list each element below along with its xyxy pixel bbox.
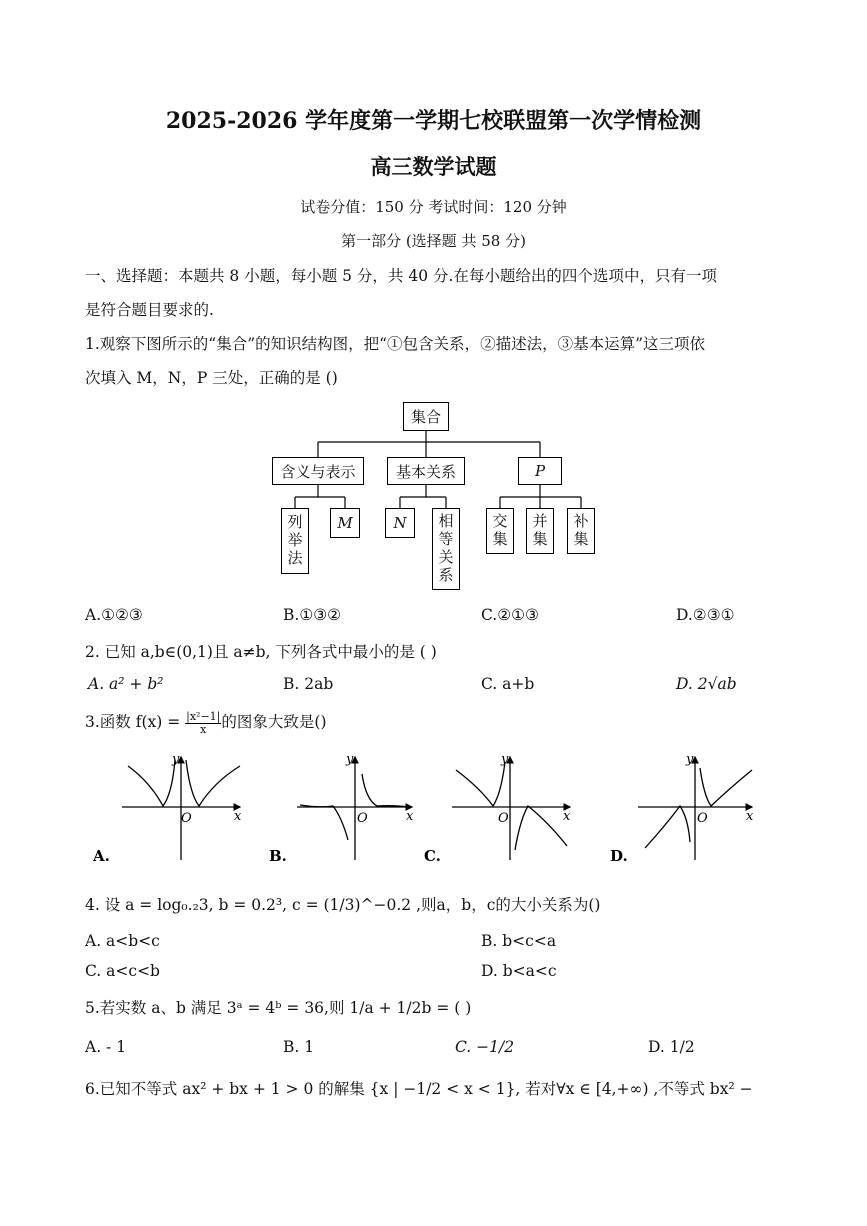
q5-option-a: A. - 1 [85, 1038, 127, 1056]
leaf-N: N [385, 508, 415, 538]
graph-a-label: A. [93, 847, 110, 865]
q4-option-d: D. b<a<c [481, 962, 557, 980]
graph-b-origin: O [357, 811, 368, 826]
graph-d-y-label: y [686, 752, 694, 767]
exam-info: 试卷分值：150 分 考试时间：120 分钟 [300, 198, 567, 216]
exam-subtitle: 高三数学试题 [370, 154, 497, 179]
node-P: P [518, 457, 562, 485]
q3-frac-num: |x²−1| [186, 709, 221, 723]
leaf-intersection: 交集 [486, 508, 514, 554]
node-meaning: 含义与表示 [272, 457, 364, 485]
q1-option-c: C.②①③ [481, 606, 539, 624]
q1-stem-line2: 次填入 M，N，P 三处，正确的是 () [85, 369, 338, 387]
q2-option-a: A. a² + b² [88, 675, 164, 693]
graph-b [297, 757, 412, 860]
q4-option-a: A. a<b<c [85, 932, 160, 950]
graph-a-y-label: y [172, 752, 180, 767]
graph-c-label: C. [424, 847, 441, 865]
leaf-complement: 补集 [567, 508, 595, 554]
q1-option-b: B.①③② [283, 606, 342, 624]
q4-option-b: B. b<c<a [481, 932, 557, 950]
q4-stem: 4. 设 a = log₀.₂3, b = 0.2³, c = (1/3)^−0.2 ,则a，b，c的大小关系为() [85, 896, 601, 914]
part-heading: 第一部分 (选择题 共 58 分) [341, 232, 526, 250]
graph-d [638, 757, 752, 860]
q2-stem: 2. 已知 a,b∈(0,1)且 a≠b, 下列各式中最小的是 ( ) [85, 643, 437, 661]
graph-c-y-label: y [501, 752, 509, 767]
node-root: 集合 [403, 402, 449, 431]
q3-stem-post: 的图象大致是() [221, 713, 327, 731]
q2-option-b: B. 2ab [283, 675, 334, 693]
graph-c [452, 757, 570, 860]
graph-d-label: D. [610, 847, 628, 865]
graph-b-label: B. [269, 847, 287, 865]
q4-option-c: C. a<c<b [85, 962, 160, 980]
graph-b-x-label: x [406, 809, 414, 824]
section-instructions-line1: 一、选择题：本题共 8 小题，每小题 5 分，共 40 分.在每小题给出的四个选项中，只有一项 [85, 267, 717, 285]
graph-a-origin: O [181, 811, 192, 826]
q2-option-d: D. 2√ab [676, 675, 737, 693]
graph-b-y-label: y [346, 752, 354, 767]
q3-frac-den: x [200, 722, 207, 736]
q6-stem: 6.已知不等式 ax² + bx + 1 > 0 的解集 {x | −1/2 < x < 1}, 若对∀x ∈ [4,+∞) ,不等式 bx² − [85, 1080, 753, 1098]
q5-stem: 5.若实数 a、b 满足 3ᵃ = 4ᵇ = 36,则 1/a + 1/2b = ( ) [85, 999, 472, 1017]
q1-stem-line1: 1.观察下图所示的“集合”的知识结构图，把“①包含关系，②描述法，③基本运算”这三项依 [85, 335, 705, 353]
graph-a-x-label: x [234, 809, 242, 824]
q5-option-c: C. −1/2 [455, 1038, 515, 1056]
section-instructions-line2: 是符合题目要求的. [85, 301, 214, 319]
node-basic-relation: 基本关系 [387, 457, 465, 485]
leaf-equal-relation: 相等关系 [432, 508, 460, 590]
q1-option-a: A.①②③ [85, 606, 143, 624]
leaf-list-method: 列举法 [281, 508, 309, 574]
graph-a [122, 757, 240, 860]
graph-c-origin: O [498, 811, 509, 826]
q5-option-b: B. 1 [283, 1038, 315, 1056]
q3-stem-pre: 3.函数 f(x) = [85, 713, 181, 731]
graph-c-x-label: x [563, 809, 571, 824]
exam-title: 2025-2026 学年度第一学期七校联盟第一次学情检测 [165, 108, 702, 134]
leaf-union: 并集 [526, 508, 554, 554]
q5-option-d: D. 1/2 [648, 1038, 695, 1056]
q1-option-d: D.②③① [676, 606, 735, 624]
leaf-M: M [330, 508, 360, 538]
graph-d-origin: O [697, 811, 708, 826]
q2-option-c: C. a+b [481, 675, 535, 693]
graph-d-x-label: x [746, 809, 754, 824]
